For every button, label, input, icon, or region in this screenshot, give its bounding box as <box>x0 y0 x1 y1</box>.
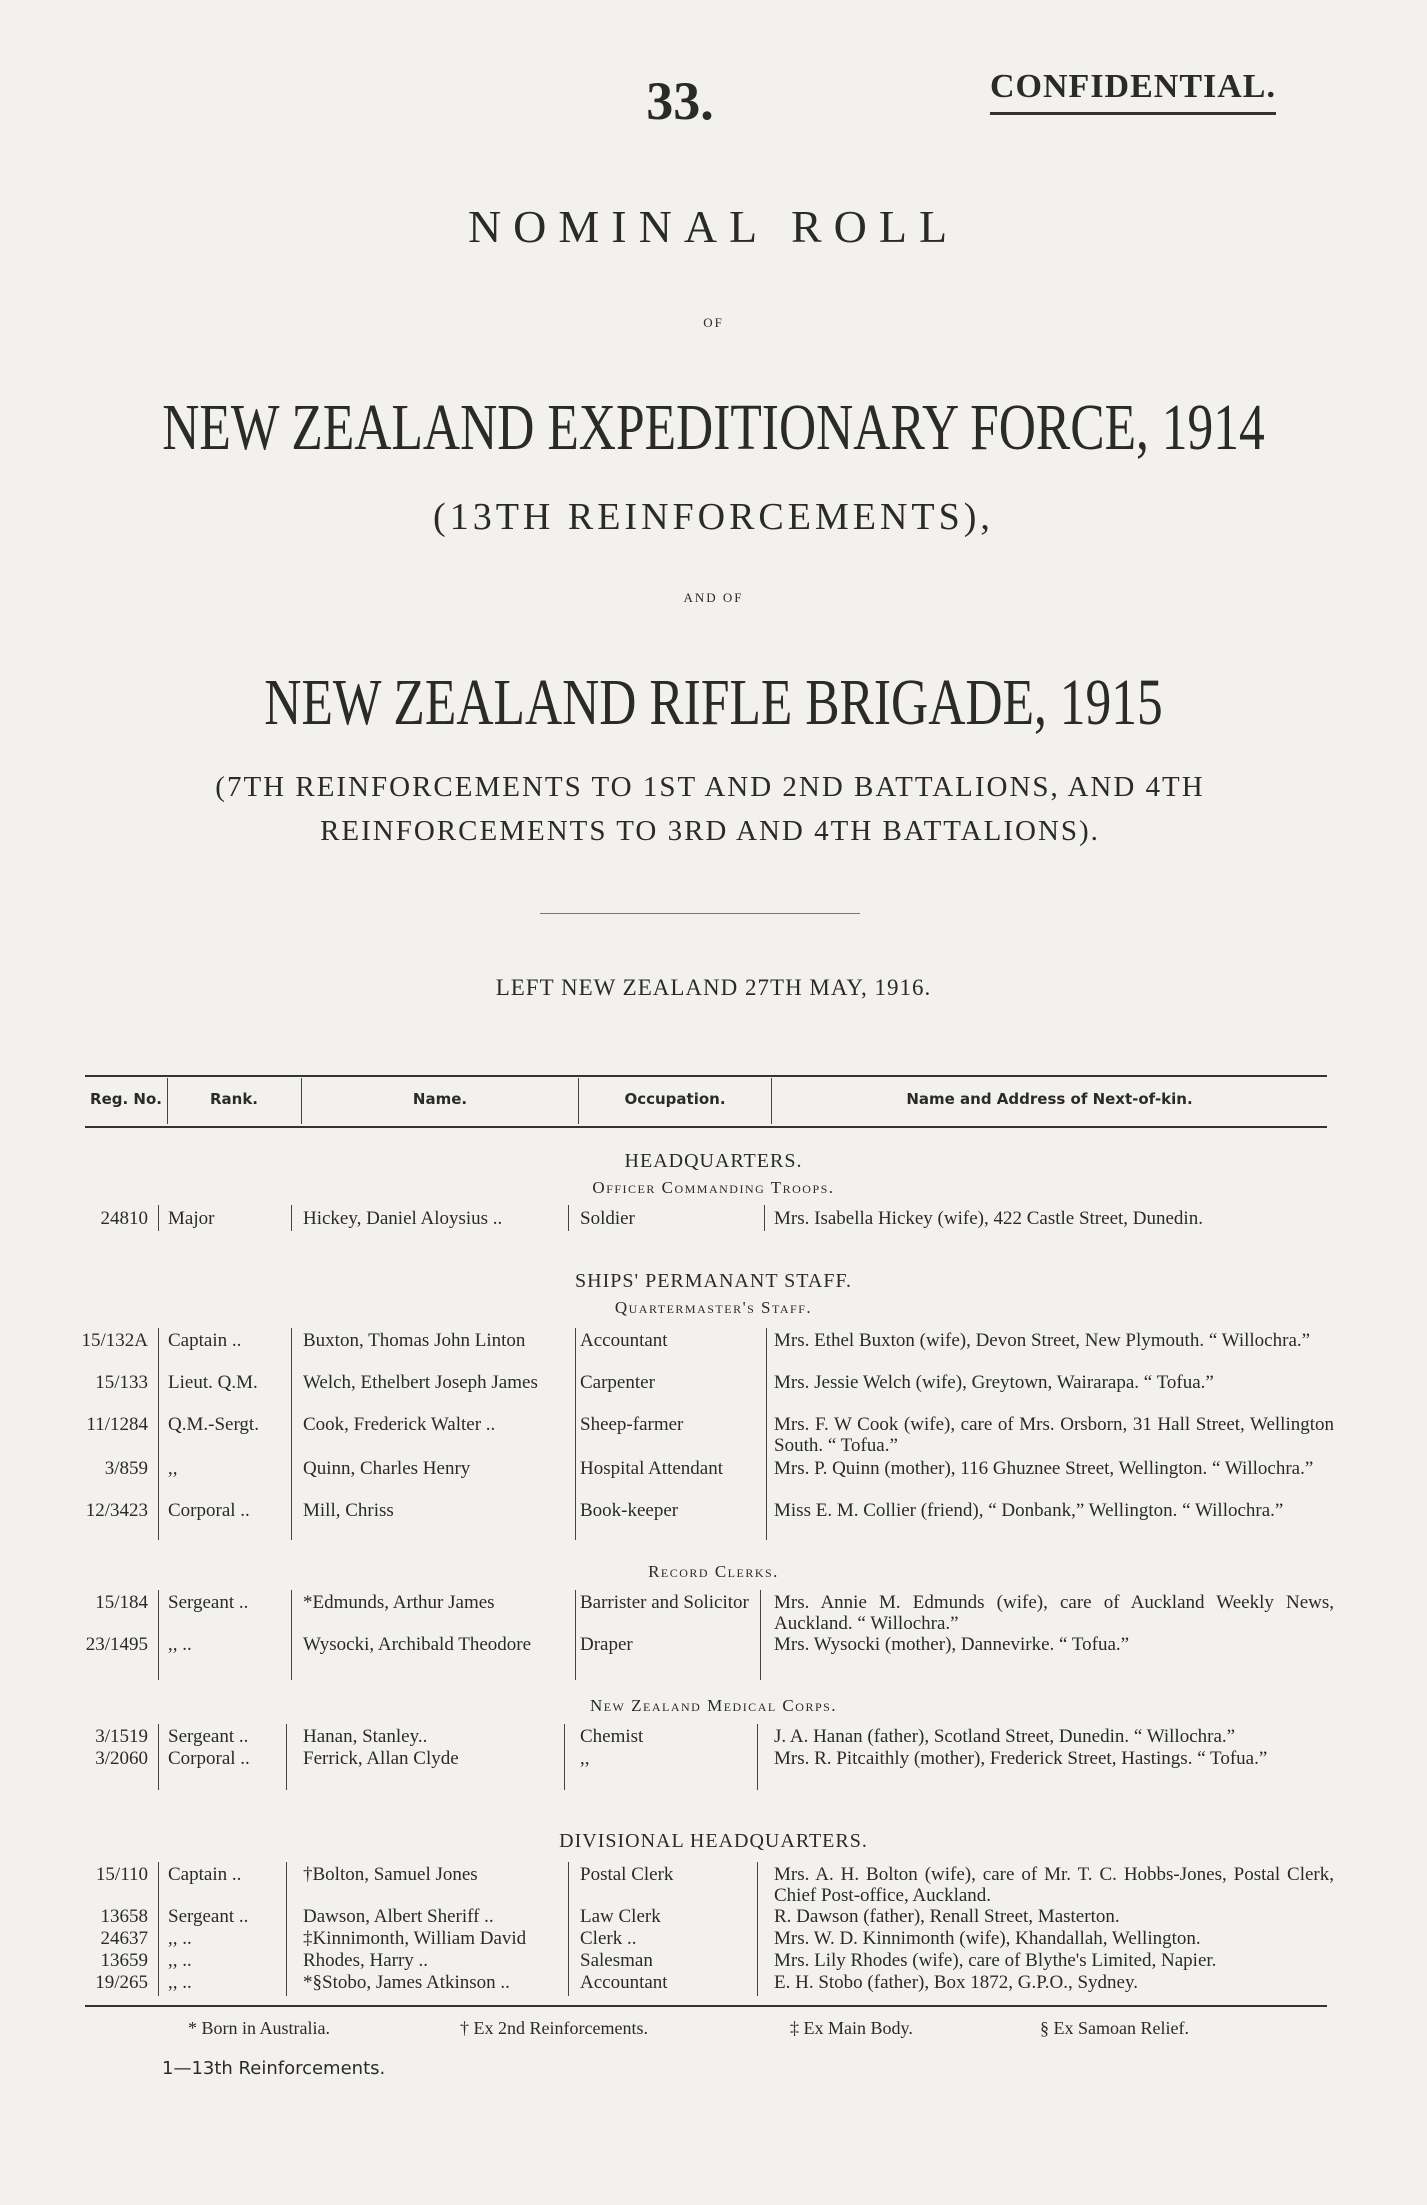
column-divider <box>291 1205 292 1231</box>
section-heading: SHIPS' PERMANANT STAFF. <box>575 1270 852 1292</box>
rank: Sergeant .. <box>168 1726 249 1747</box>
departure-line: LEFT NEW ZEALAND 27TH MAY, 1916. <box>495 975 932 1000</box>
reg-no: 12/3423 <box>85 1500 148 1521</box>
reg-no: 15/133 <box>95 1372 148 1393</box>
name: Quinn, Charles Henry <box>303 1458 471 1479</box>
next-of-kin: Mrs. Isabella Hickey (wife), 422 Castle Street, Dunedin. <box>774 1208 1203 1229</box>
brigade-title: NEW ZEALAND RIFLE BRIGADE, 1915 <box>264 666 1163 739</box>
force-subtitle: (13TH REINFORCEMENTS), <box>433 496 994 538</box>
rank: ,, .. <box>168 1950 192 1971</box>
column-divider <box>757 1862 758 1996</box>
reg-no: 15/132A <box>81 1330 148 1351</box>
name: Hickey, Daniel Aloysius .. <box>303 1208 503 1229</box>
name: ‡Kinnimonth, William David <box>303 1928 527 1949</box>
occupation: Accountant <box>580 1972 668 1993</box>
next-of-kin: Mrs. R. Pitcaithly (mother), Frederick Street, Hastings. “ Tofua.” <box>774 1748 1268 1769</box>
subsection-heading: New Zealand Medical Corps. <box>589 1696 838 1715</box>
of-label: OF <box>703 315 724 330</box>
name: *§Stobo, James Atkinson .. <box>303 1972 510 1993</box>
next-of-kin: Mrs. Annie M. Edmunds (wife), care of Auckland Weekly News, Auckland. “ Willochra.” <box>774 1592 1334 1634</box>
reg-no: 24637 <box>100 1928 148 1949</box>
header-rule-top <box>85 1075 1327 1077</box>
column-header-next-of-kin: Name and Address of Next-of-kin. <box>906 1090 1193 1108</box>
reg-no: 15/184 <box>95 1592 148 1613</box>
next-of-kin: Mrs. W. D. Kinnimonth (wife), Khandallah, Wellington. <box>774 1928 1201 1949</box>
rank: ,, <box>168 1458 178 1479</box>
occupation: Sheep-farmer <box>580 1414 684 1435</box>
rank: Corporal .. <box>168 1500 250 1521</box>
name: Mill, Chriss <box>303 1500 394 1521</box>
rank: Lieut. Q.M. <box>168 1372 258 1393</box>
occupation: Clerk .. <box>580 1928 637 1949</box>
occupation: Draper <box>580 1634 633 1655</box>
column-divider <box>158 1862 159 1996</box>
reg-no: 11/1284 <box>86 1414 148 1435</box>
column-divider <box>564 1724 565 1790</box>
reg-no: 13659 <box>100 1950 148 1971</box>
next-of-kin: R. Dawson (father), Renall Street, Masterton. <box>774 1906 1120 1927</box>
sheet-signature-label: 1—13th Reinforcements. <box>162 2058 386 2079</box>
next-of-kin: E. H. Stobo (father), Box 1872, G.P.O., Sydney. <box>774 1972 1138 1993</box>
section-heading: HEADQUARTERS. <box>624 1150 803 1172</box>
occupation: Accountant <box>580 1330 668 1351</box>
column-header-rank: Rank. <box>209 1090 259 1108</box>
rank: Captain .. <box>168 1330 242 1351</box>
column-divider <box>568 1205 569 1231</box>
column-divider <box>286 1862 287 1996</box>
occupation: Soldier <box>580 1208 635 1229</box>
divider <box>540 913 860 914</box>
name: Hanan, Stanley.. <box>303 1726 428 1747</box>
brigade-subtitle: (7TH REINFORCEMENTS TO 1ST AND 2ND BATTALIONS, AND 4TH REINFORCEMENTS TO 3RD AND 4TH BATTALIONS). <box>215 771 1205 847</box>
occupation: Carpenter <box>580 1372 655 1393</box>
reg-no: 3/859 <box>104 1458 148 1479</box>
rank: Captain .. <box>168 1864 242 1885</box>
rank: Sergeant .. <box>168 1906 249 1927</box>
confidential-stamp: CONFIDENTIAL. <box>990 68 1276 115</box>
rank: Sergeant .. <box>168 1592 249 1613</box>
footnote-main-body: ‡ Ex Main Body. <box>790 2018 913 2038</box>
occupation: Book-keeper <box>580 1500 679 1521</box>
rank: Major <box>168 1208 215 1229</box>
subsection-heading: Officer Commanding Troops. <box>592 1178 835 1197</box>
footer-rule <box>85 2005 1327 2007</box>
rank: Corporal .. <box>168 1748 250 1769</box>
rank: ,, .. <box>168 1928 192 1949</box>
rank: Q.M.-Sergt. <box>168 1414 259 1435</box>
column-divider <box>291 1328 292 1540</box>
subsection-heading: Quartermaster's Staff. <box>614 1298 813 1317</box>
occupation: Hospital Attendant <box>580 1458 724 1479</box>
occupation: Postal Clerk <box>580 1864 674 1885</box>
header-rule-bottom <box>85 1126 1327 1128</box>
column-divider <box>568 1862 569 1996</box>
column-divider <box>158 1328 159 1540</box>
column-divider <box>575 1328 576 1540</box>
reg-no: 3/1519 <box>95 1726 148 1747</box>
and-of-label: AND OF <box>683 590 744 605</box>
reg-no: 19/265 <box>95 1972 148 1993</box>
reg-no: 13658 <box>100 1906 148 1927</box>
name: Ferrick, Allan Clyde <box>303 1748 459 1769</box>
page-number: 33. <box>646 71 714 131</box>
rank: ,, .. <box>168 1634 192 1655</box>
column-divider <box>291 1590 292 1680</box>
rank: ,, .. <box>168 1972 192 1993</box>
reg-no: 3/2060 <box>95 1748 148 1769</box>
section-heading: DIVISIONAL HEADQUARTERS. <box>559 1830 868 1852</box>
occupation: Law Clerk <box>580 1906 661 1927</box>
name: †Bolton, Samuel Jones <box>303 1864 478 1885</box>
force-title: NEW ZEALAND EXPEDITIONARY FORCE, 1914 <box>162 391 1265 464</box>
next-of-kin: Mrs. P. Quinn (mother), 116 Ghuznee Street, Wellington. “ Willochra.” <box>774 1458 1314 1479</box>
footnote-samoan-relief: § Ex Samoan Relief. <box>1040 2018 1189 2038</box>
column-divider <box>575 1590 576 1680</box>
column-divider <box>764 1205 765 1231</box>
next-of-kin: Mrs. Lily Rhodes (wife), care of Blythe's Limited, Napier. <box>774 1950 1217 1971</box>
name: Rhodes, Harry .. <box>303 1950 429 1971</box>
reg-no: 24810 <box>100 1208 148 1229</box>
next-of-kin: Mrs. A. H. Bolton (wife), care of Mr. T. C. Hobbs-Jones, Postal Clerk, Chief Post-office, Auckland. <box>774 1864 1334 1906</box>
occupation: Salesman <box>580 1950 653 1971</box>
name: Buxton, Thomas John Linton <box>303 1330 526 1351</box>
footnote-born-australia: * Born in Australia. <box>188 2018 330 2038</box>
column-divider <box>286 1724 287 1790</box>
next-of-kin: Mrs. F. W Cook (wife), care of Mrs. Orsborn, 31 Hall Street, Wellington South. “ Tofua.” <box>774 1414 1334 1456</box>
column-divider <box>158 1205 159 1231</box>
column-divider <box>760 1590 761 1680</box>
column-header-occupation: Occupation. <box>624 1090 726 1108</box>
footnote-second-reinforcements: † Ex 2nd Reinforcements. <box>460 2018 648 2038</box>
next-of-kin: Mrs. Ethel Buxton (wife), Devon Street, New Plymouth. “ Willochra.” <box>774 1330 1311 1351</box>
name: Dawson, Albert Sheriff .. <box>303 1906 494 1927</box>
occupation: Chemist <box>580 1726 644 1747</box>
column-divider <box>158 1724 159 1790</box>
next-of-kin: Mrs. Wysocki (mother), Dannevirke. “ Tofua.” <box>774 1634 1130 1655</box>
reg-no: 15/110 <box>95 1864 148 1885</box>
nominal-roll-heading: NOMINAL ROLL <box>467 201 960 252</box>
next-of-kin: J. A. Hanan (father), Scotland Street, Dunedin. “ Willochra.” <box>774 1726 1236 1747</box>
column-header-name: Name. <box>412 1090 468 1108</box>
name: *Edmunds, Arthur James <box>303 1592 495 1613</box>
subsection-heading: Record Clerks. <box>648 1562 779 1581</box>
occupation: Barrister and Solicitor <box>580 1592 749 1613</box>
name: Wysocki, Archibald Theodore <box>303 1634 532 1655</box>
column-header-reg-no: Reg. No. <box>90 1090 162 1108</box>
name: Welch, Ethelbert Joseph James <box>303 1372 538 1393</box>
occupation: ,, <box>580 1748 590 1769</box>
reg-no: 23/1495 <box>85 1634 148 1655</box>
column-divider <box>158 1590 159 1680</box>
next-of-kin: Miss E. M. Collier (friend), “ Donbank,” Wellington. “ Willochra.” <box>774 1500 1284 1521</box>
column-divider <box>766 1328 767 1540</box>
column-divider <box>757 1724 758 1790</box>
next-of-kin: Mrs. Jessie Welch (wife), Greytown, Wairarapa. “ Tofua.” <box>774 1372 1214 1393</box>
name: Cook, Frederick Walter .. <box>303 1414 496 1435</box>
